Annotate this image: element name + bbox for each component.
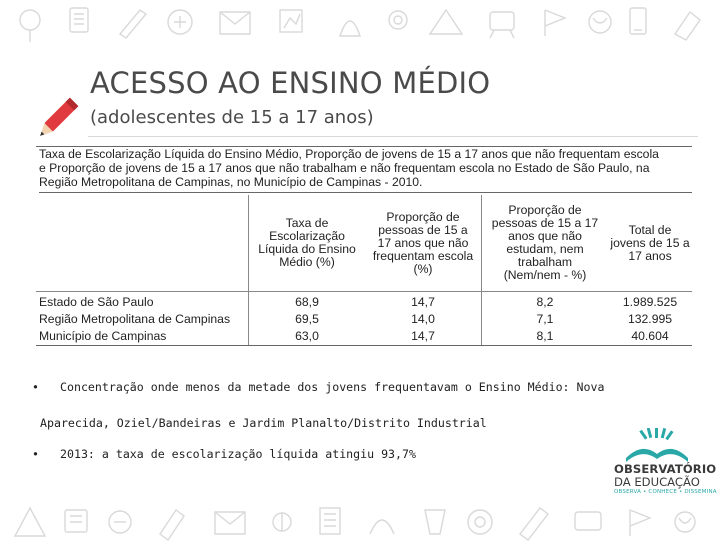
row-label: Estado de São Paulo [36,292,249,312]
col-header-nem-nem: Proporção de pessoas de 15 a 17 anos que não estudam, nem trabalham (Nem/nem - %) [482,195,609,292]
data-table-image [36,146,692,346]
bullet-marker: • [32,447,39,461]
top-doodle-border [0,0,720,48]
cell-taxa: 68,9 [249,292,366,312]
logo-tagline: OBSERVA • CONHECE • DISSEMINA [614,489,717,495]
title-divider [88,136,698,137]
row-label: Município de Campinas [36,328,249,346]
table-row [36,292,692,312]
table-caption [36,146,692,195]
school-doodles-icon [0,496,720,544]
cell-taxa: 63,0 [249,328,366,346]
bullet-text-continuation: Aparecida, Oziel/Bandeiras e Jardim Planalto/Distrito Industrial [40,416,487,430]
logo-name: OBSERVATÓRIO [614,462,717,476]
cell-nao-frequentam: 14,7 [365,292,482,312]
col-header-total: Total de jovens de 15 a 17 anos [610,222,690,263]
cell-taxa: 69,5 [249,311,366,328]
col-header-taxa: Taxa de Escolarização Líquida do Ensino Médio (%) [249,195,366,292]
row-label: Região Metropolitana de Campinas [39,312,231,326]
cell-nao-frequentam: 14,0 [411,312,435,326]
cell-nem-nem: 8,1 [482,328,609,346]
cell-nao-frequentam: 14,7 [365,328,482,346]
bullet-text: Concentração onde menos da metade dos jovens frequentavam o Ensino Médio: Nova [60,380,605,394]
table-row [36,311,692,328]
cell-total: 40.604 [608,328,692,346]
schooling-table [36,195,692,346]
bullet-marker: • [32,380,39,394]
caption-line: Região Metropolitana de Campinas, no Município de Campinas - 2010. [39,175,423,189]
col-header-nao-frequentam: Proporção de pessoas de 15 a 17 anos que não frequentam escola (%) [372,209,474,276]
page-subtitle: (adolescentes de 15 a 17 anos) [90,107,374,128]
bullet-item [32,380,604,394]
cell-nem-nem: 7,1 [482,311,609,328]
bottom-doodle-border [0,496,720,544]
cell-nem-nem: 8,2 [482,292,609,312]
cell-total: 1.989.525 [608,292,692,312]
table-row [36,328,692,346]
cell-total: 132.995 [627,312,673,326]
caption-line: Taxa de Escolarização Líquida do Ensino Médio, Proporção de jovens de 15 a 17 anos que não frequentam escola [39,147,659,161]
pencil-icon [30,96,80,146]
logo-subname: DA EDUCAÇÃO [614,475,700,489]
page-title: ACESSO AO ENSINO MÉDIO [90,66,491,100]
bullet-item [32,447,416,461]
caption-line: e Proporção de jovens de 15 a 17 anos que não trabalham e não frequentam escola no Estado de São Paulo, na [39,161,650,175]
school-doodles-icon [0,0,720,48]
bullet-text: 2013: a taxa de escolarização líquida atingiu 93,7% [60,447,416,461]
table-header-row [36,195,692,292]
